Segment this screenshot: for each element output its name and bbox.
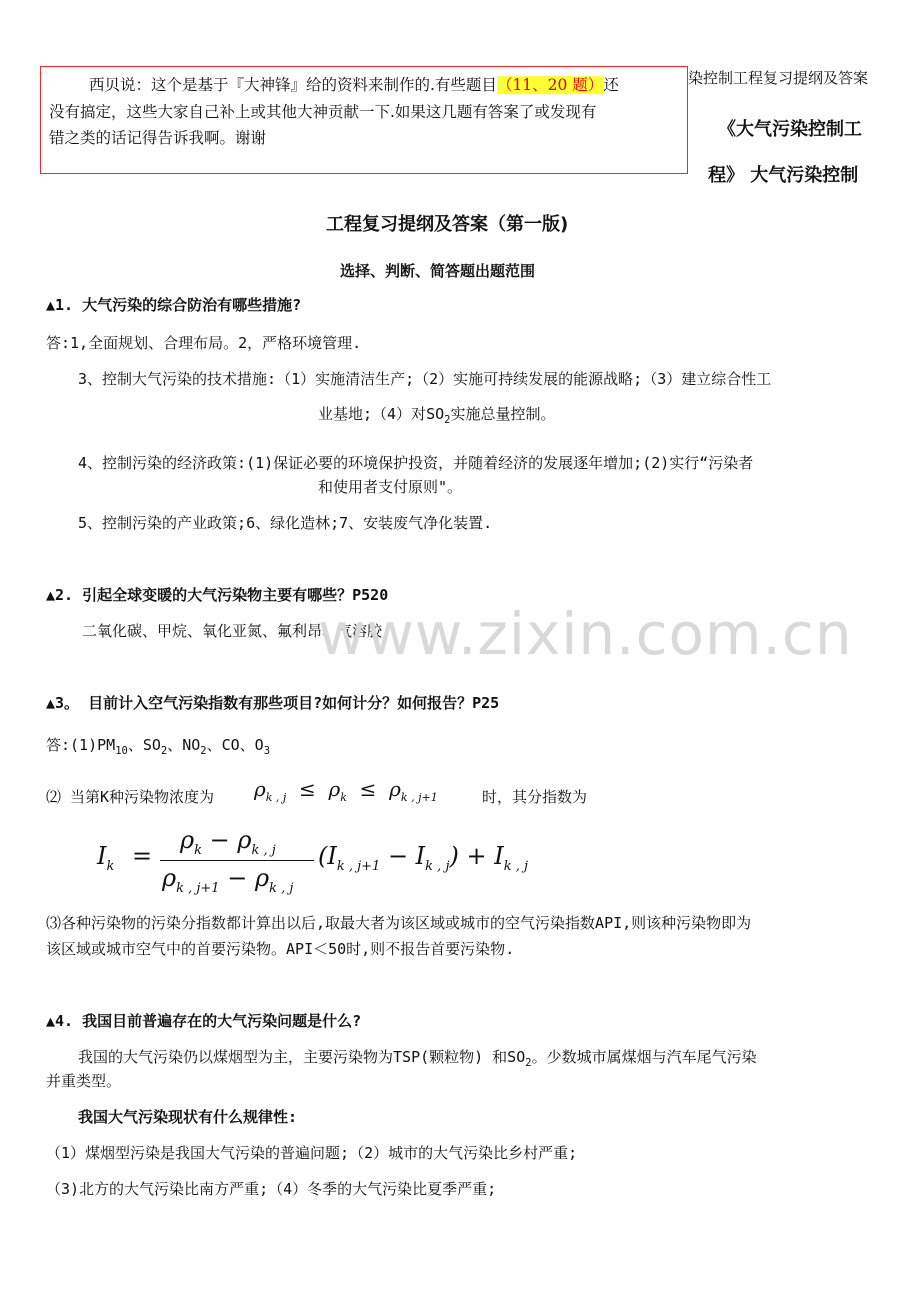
question-3-answer-2-suffix: 时，其分指数为 xyxy=(482,788,588,806)
question-1-heading: ▲1. 大气污染的综合防治有哪些措施? xyxy=(46,296,302,314)
formula-rhs: $(I_{k , j+1} - I_{k , j}) + I_{k , j}$ xyxy=(318,842,529,874)
running-header: 染控制工程复习提纲及答案 xyxy=(688,69,869,87)
so2-label: SO xyxy=(426,405,445,423)
question-1-answer-5: 5、控制污染的产业政策;6、绿化造林;7、安装废气净化装置. xyxy=(78,514,493,532)
formula-lhs: $I_k$ xyxy=(97,842,115,874)
co-o-label: 、CO、O xyxy=(206,736,264,754)
o3-subscript: 3 xyxy=(263,745,271,757)
question-4-para-1a xyxy=(78,1046,757,1069)
note-line-3: 错之类的话记得告诉我啊。谢谢 xyxy=(49,129,267,147)
para-1a-suffix: 。少数城市属煤烟与汽车尾气污染 xyxy=(531,1048,757,1066)
question-4-heading: ▲4. 我国目前普遍存在的大气污染问题是什么? xyxy=(46,1012,362,1030)
question-1-answer-4b: 和使用者支付原则"。 xyxy=(318,478,463,496)
formula-fraction-bar xyxy=(160,860,314,861)
no-label: 、NO xyxy=(167,736,201,754)
question-4-rule-2: （3)北方的大气污染比南方严重;（4）冬季的大气污染比夏季严重; xyxy=(46,1180,497,1198)
so2-subscript: 2 xyxy=(444,414,451,426)
question-3-answer-3b: 该区域或城市空气中的首要污染物。API＜50时,则不报告首要污染物. xyxy=(46,940,515,958)
question-2-answer: 二氧化碳、甲烷、氧化亚氮、氟利昂、气溶胶 xyxy=(82,622,383,640)
para-1a-prefix: 我国的大气污染仍以煤烟型为主，主要污染物为TSP(颗粒物) 和SO xyxy=(78,1048,526,1066)
note-line-1-text: 西贝说：这个是基于『大神锋』给的资料来制作的.有些题目 xyxy=(89,76,497,94)
section-subtitle: 选择、判断、简答题出题范围 xyxy=(340,262,536,280)
question-1-answer-3b xyxy=(318,403,555,426)
so-label: 、SO xyxy=(127,736,161,754)
note-line-1-end: 还 xyxy=(603,76,619,94)
pm-subscript: 10 xyxy=(115,745,128,757)
para-1a-subscript: 2 xyxy=(525,1057,532,1069)
formula-numerator: $\rho_k - \rho_{k , j}$ xyxy=(180,826,276,858)
note-line-1 xyxy=(89,73,619,95)
formula-denominator: $\rho_{k , j+1} - \rho_{k , j}$ xyxy=(162,864,294,896)
title-right-line-1: 《大气污染控制工 xyxy=(718,119,862,140)
concentration-inequality: $\rho_{k , j} \le \rho_k \le \rho_{k , j+1}$ xyxy=(254,777,438,804)
watermark: www.zixin.com.cn xyxy=(318,600,853,668)
formula-equals: = xyxy=(132,842,153,870)
title-right-line-2: 程》 大气污染控制 xyxy=(708,165,859,186)
question-3-heading: ▲3。 目前计入空气污染指数有那些项目?如何计分？如何报告？P25 xyxy=(46,694,500,712)
note-line-2: 没有搞定，这些大家自己补上或其他大神贡献一下.如果这几题有答案了或发现有 xyxy=(49,103,597,121)
document-title: 工程复习提纲及答案（第一版) xyxy=(326,214,569,235)
question-3-answer-3a: ⑶各种污染物的污染分指数都计算出以后,取最大者为该区域或城市的空气污染指数API,则该种污染物即为 xyxy=(46,914,752,932)
question-4-rule-1: （1）煤烟型污染是我国大气污染的普遍问题;（2）城市的大气污染比乡村严重; xyxy=(46,1144,578,1162)
question-3-answer-1 xyxy=(46,734,270,757)
question-1-answer-3a: 3、控制大气污染的技术措施:（1）实施清洁生产;（2）实施可持续发展的能源战略;（3）建立综合性工 xyxy=(78,370,772,388)
question-2-heading: ▲2. 引起全球变暖的大气污染物主要有哪些？P520 xyxy=(46,586,389,604)
answer-3b-prefix: 业基地;（4）对 xyxy=(318,405,427,423)
question-4-para-1b: 并重类型。 xyxy=(46,1072,122,1090)
question-3-answer-2-prefix: ⑵ 当第K种污染物浓度为 xyxy=(46,788,215,806)
question-1-answer-4a: 4、控制污染的经济政策:(1)保证必要的环境保护投资，并随着经济的发展逐年增加;(2)实行“污染者 xyxy=(78,454,754,472)
question-4-sub-heading: 我国大气污染现状有什么规律性: xyxy=(78,1108,298,1126)
answer-3b-suffix: 实施总量控制。 xyxy=(450,405,556,423)
note-highlight: （11、20 题） xyxy=(496,76,604,94)
question-1-answer-1: 答:1,全面规划、合理布局。2，严格环境管理. xyxy=(46,334,362,352)
so-subscript: 2 xyxy=(160,745,168,757)
pm-label: 答:(1)PM xyxy=(46,736,116,754)
editor-note-box xyxy=(40,66,688,174)
no-subscript: 2 xyxy=(200,745,207,757)
